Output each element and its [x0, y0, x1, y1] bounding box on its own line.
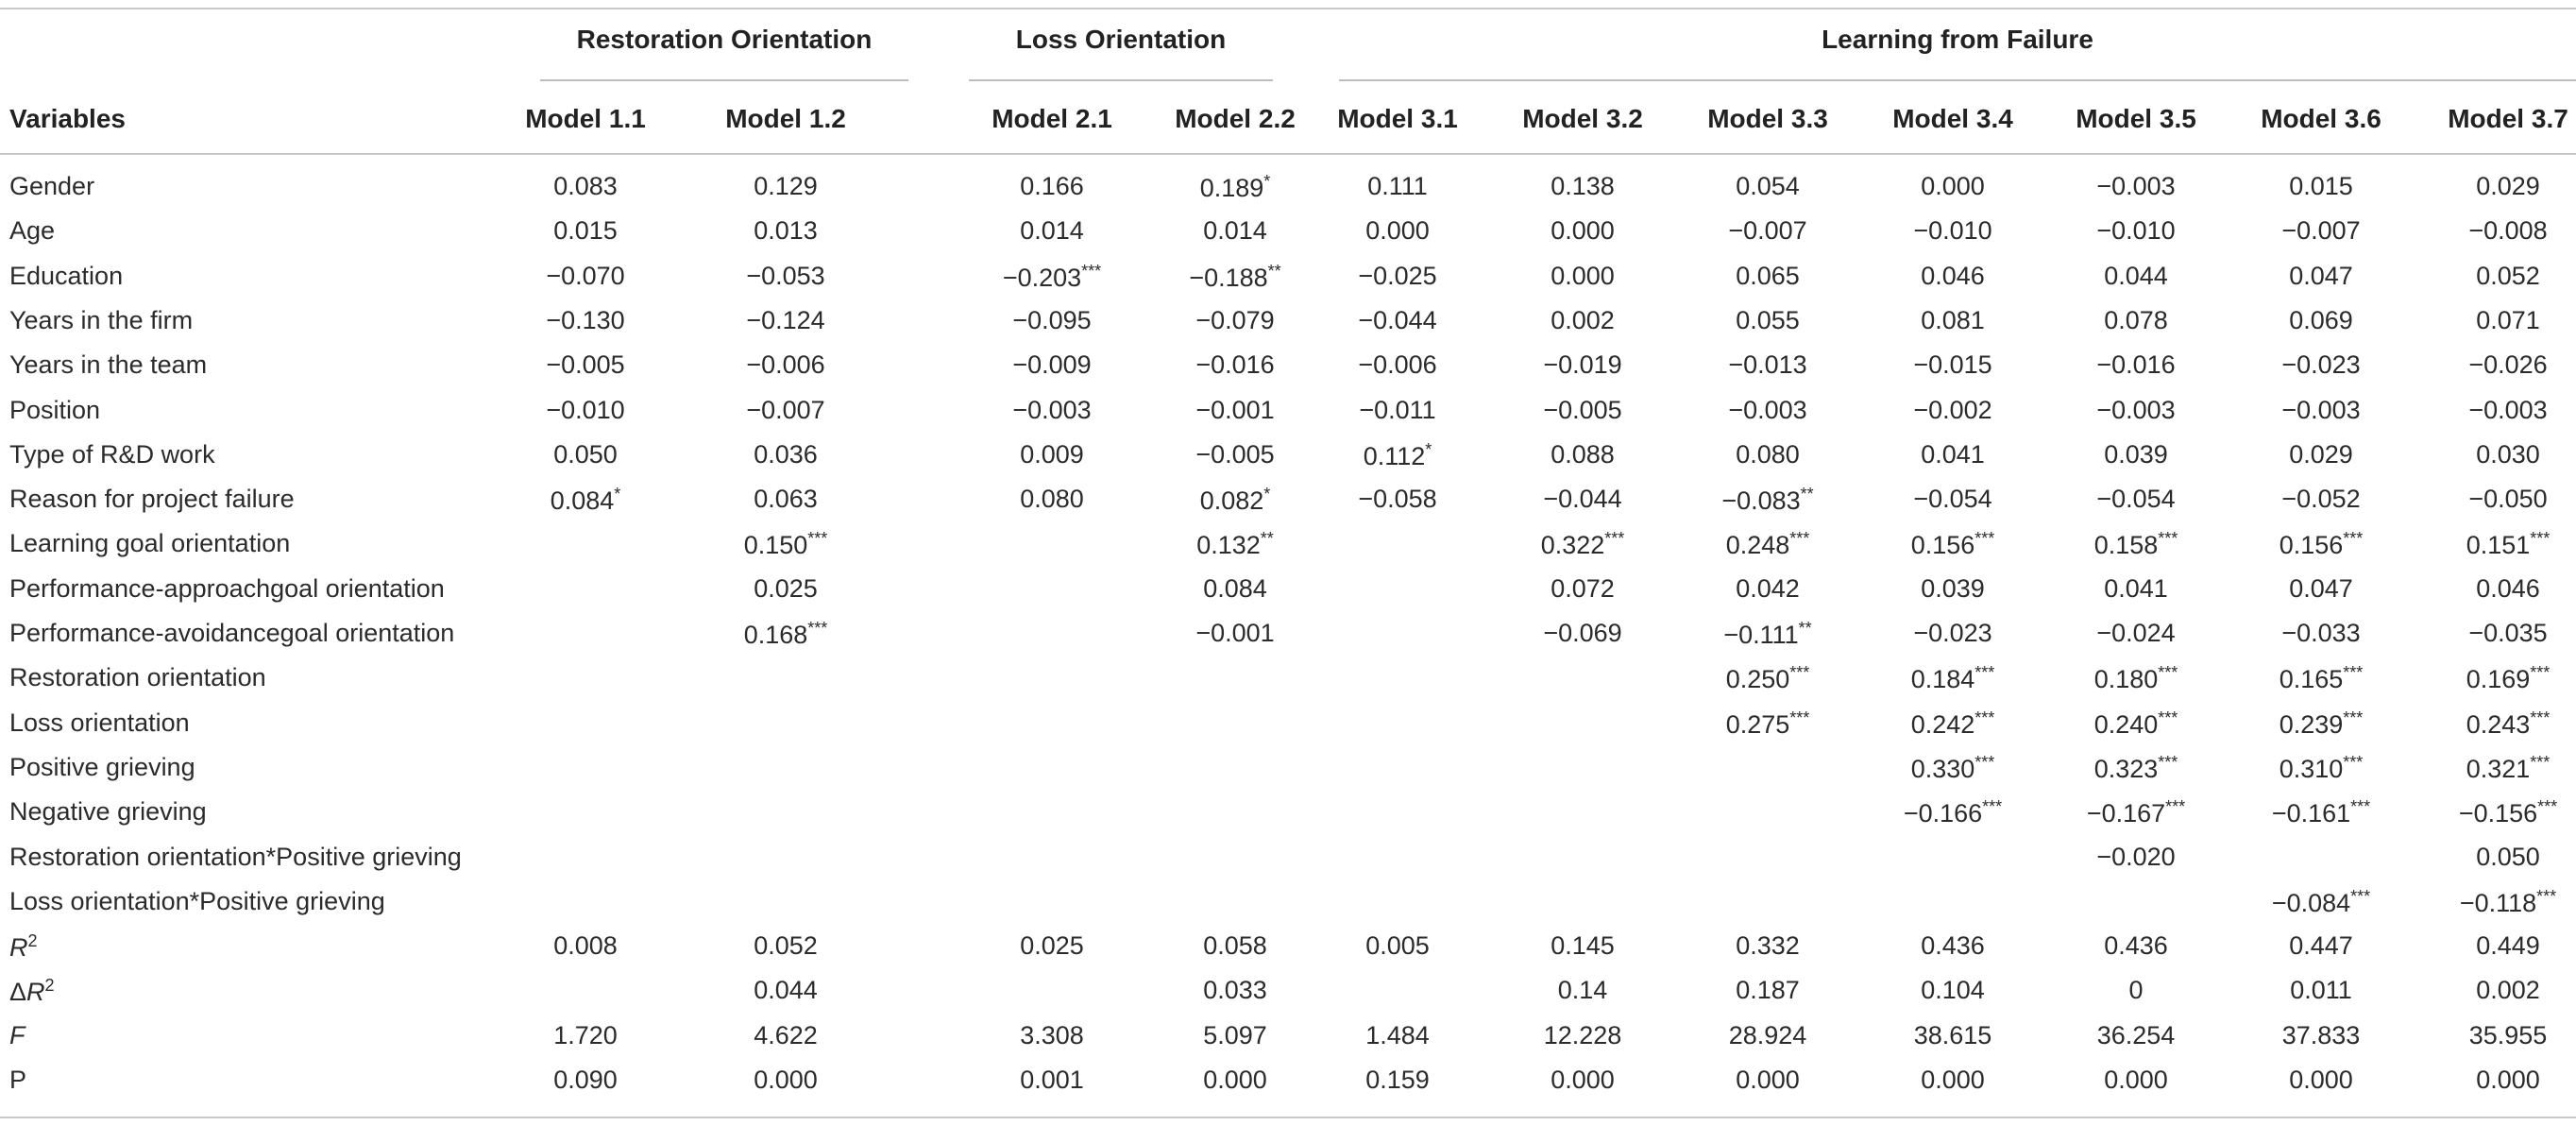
row-label: Performance-avoidancegoal orientation — [9, 619, 455, 647]
model-header: Model 3.2 — [1522, 104, 1643, 133]
model-header: Model 3.3 — [1707, 104, 1828, 133]
row-label: P — [9, 1066, 27, 1094]
group-header-learning: Learning from Failure — [1822, 25, 2093, 54]
results-table: Restoration Orientation Loss Orientation Learning from Failure Variables Model 1.1 Model 1.2 Model 2.1 Model 2.2 Model 3.1 Model 3.2 Model 3.3 Model 3.4 Model 3.5 Model 3.6 Model 3.7 Gender 0.083 0.129 0.166 0.189* 0.111 0.138 0.054 0.000 −0.003 0.015 0.029 Age 0.015 0.013 0.014 0.014 0.000 0.000 −0.007 −0.010 −0.010 −0.007 −0.008 Education −0.070 −0.053 −0.203*** −0.188** −0.025 0.000 0.065 0.046 0.044 0.047 0.052 Years in the firm −0.130 −0.124 −0.095 −0.079 −0.044 0.002 0.055 0.081 0.078 0.069 0.071 Years in the team −0.005 −0.006 −0.009 −0.016 −0.006 −0.019 −0.013 −0.015 −0.016 −0.023 −0.026 Position −0.010 −0.007 −0.003 −0.001 −0.011 −0.005 −0.003 −0.002 −0.003 −0.003 −0.003 Type of R&D work 0.050 0.036 0.009 −0.005 0.112* 0.088 0.080 0.041 0.039 0.029 0.030 Reason for project failure 0.084* 0.063 0.080 0.082* −0.058 −0.044 −0.083** −0.054 −0.054 −0.052 −0.050 Learning goal orientation 0.150*** 0.132** 0.322*** 0.248*** 0.156*** 0.158*** 0.156*** 0.151*** Performance-approachgoal orientation 0.025 0.084 0.072 0.042 0.039 0.041 0.047 0.046 Performance-avoidancegoal orientation 0.168*** −0.001 −0.069 −0.111** −0.023 −0.024 −0.033 −0.035 Restoration orientation 0.250*** 0.184*** 0.180*** 0.165*** 0.169*** Loss orientation 0.275*** 0.242*** 0.240*** 0.239*** 0.243*** Positive grieving 0.330*** 0.323*** 0.310*** 0.321*** Negative grieving −0.166*** −0.167*** −0.161*** −0.156*** Restoration orientation*Positive grieving −0.020 0.050 Loss orientation*Positive grieving −0.084*** −0.118*** $R^2$ 0.008 0.052 0.025 0.058 0.005 0.145 0.332 0.436 0.436 0.447 0.449 $\Delta R^2$ 0.044 0.033 0.14 0.187 0.104 0 0.011 0.002 F 1.720 4.622 3.308 5.097 1.484 12.228 28.924 38.615 36.254 37.833 35.955 P 0.090 0.000 0.001 0.000 0.159 0.000 0.000 0.000 0.000 0.000 0.000 — [0, 0, 2576, 1126]
model-header: Model 3.7 — [2448, 104, 2568, 133]
model-header: Model 2.1 — [991, 104, 1112, 133]
row-label: Restoration orientation — [9, 663, 266, 692]
row-label: Loss orientation — [9, 708, 190, 737]
row-label: Type of R&D work — [9, 439, 215, 469]
model-header: Model 1.1 — [525, 104, 646, 133]
model-header: Model 2.2 — [1175, 104, 1296, 133]
model-header: Model 3.6 — [2261, 104, 2381, 133]
model-header: Model 1.2 — [725, 104, 846, 133]
group-rule-restoration — [540, 79, 908, 81]
row-label: Position — [9, 395, 101, 424]
row-label: Reason for project failure — [9, 485, 295, 514]
header-rule — [0, 153, 2576, 155]
row-label: Years in the firm — [9, 305, 194, 334]
group-header-loss: Loss Orientation — [1015, 25, 1227, 54]
model-header: Model 3.5 — [2076, 104, 2196, 133]
row-label: Restoration orientation*Positive grieving — [9, 842, 462, 871]
row-label: Positive grieving — [9, 752, 195, 781]
row-label: Education — [9, 261, 124, 290]
variables-header: Variables — [9, 104, 126, 133]
row-label: $R^2$ — [9, 931, 38, 963]
group-rule-loss — [969, 79, 1273, 81]
table-bottom-rule — [0, 1117, 2576, 1118]
table-top-rule — [0, 8, 2576, 9]
row-label: Age — [9, 216, 56, 246]
row-label: F — [9, 1020, 25, 1049]
group-header-restoration: Restoration Orientation — [576, 25, 873, 54]
model-header: Model 3.1 — [1337, 104, 1458, 133]
group-rule-learning — [1339, 79, 2576, 81]
row-label: Years in the team — [9, 350, 208, 380]
model-header: Model 3.4 — [1892, 104, 2013, 133]
row-label: Performance-approachgoal orientation — [9, 573, 445, 603]
row-label: Gender — [9, 172, 95, 200]
row-label: Loss orientation*Positive grieving — [9, 886, 385, 915]
row-label: $\Delta R^2$ — [9, 976, 55, 1007]
row-label: Negative grieving — [9, 797, 207, 827]
row-label: Learning goal orientation — [9, 529, 291, 558]
